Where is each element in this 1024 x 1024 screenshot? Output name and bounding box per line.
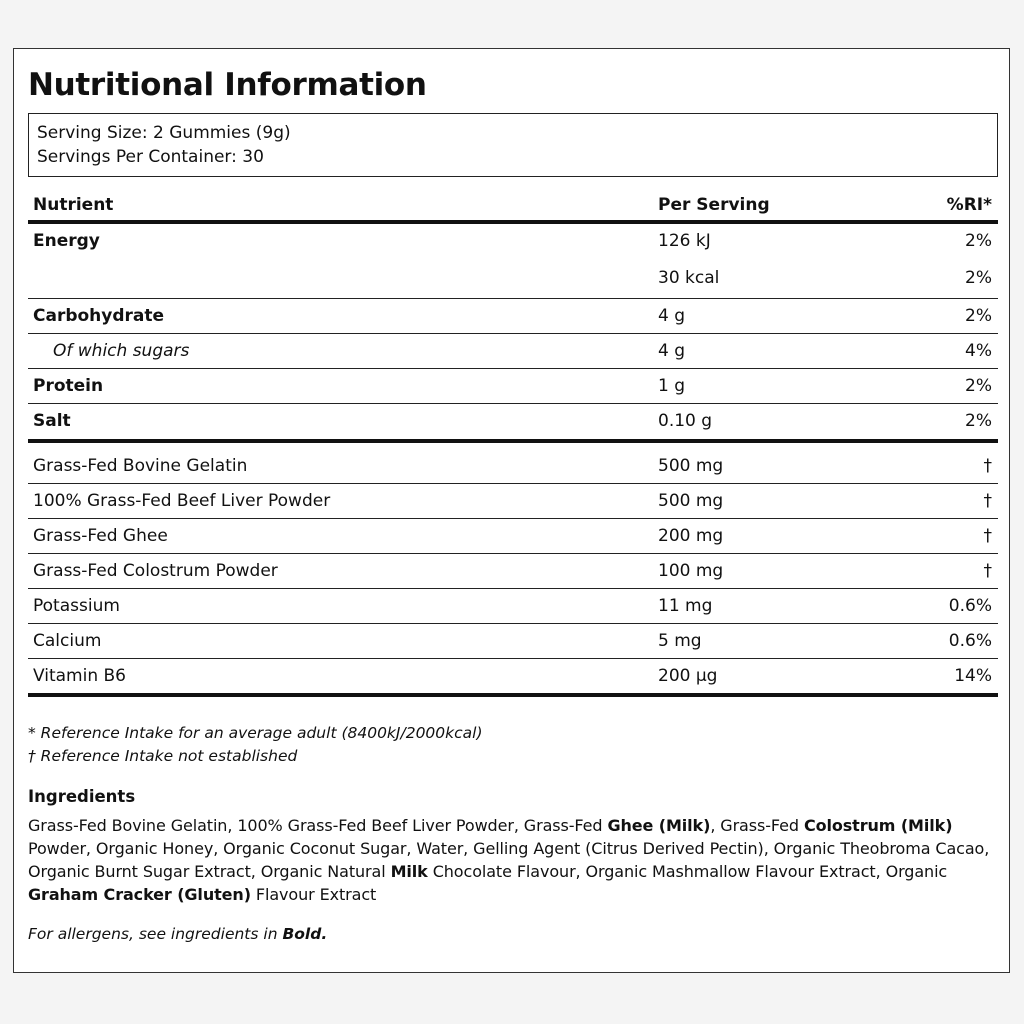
ingredient-name: 100% Grass-Fed Beef Liver Powder <box>33 491 331 511</box>
allergen-graham-cracker: Graham Cracker (Gluten) <box>28 885 251 904</box>
ri-footnote: * Reference Intake for an average adult (8400kJ/2000kcal) <box>28 724 483 742</box>
table-row <box>28 624 998 659</box>
energy-kj: 126 kJ <box>658 231 711 251</box>
table-row <box>28 334 998 369</box>
ingredient-name: Calcium <box>33 631 102 651</box>
nutrient-name: Carbohydrate <box>33 306 165 326</box>
ingredient-amount: 500 mg <box>658 456 724 476</box>
ingredients-part: Powder, Organic Honey, Organic Coconut Sugar, Water, Gelling Agent (Citrus Derived Pectin), Organic Theobroma Cacao, Organic Burnt Sugar Extract, Organic Natural <box>28 839 990 881</box>
ingredients-part: Grass-Fed Bovine Gelatin, 100% Grass-Fed Beef Liver Powder, Grass-Fed <box>28 816 608 835</box>
footnotes <box>28 722 1003 768</box>
ingredient-amount: 11 mg <box>658 596 713 616</box>
servings-per-container: Servings Per Container: 30 <box>37 147 264 167</box>
nutrient-ri: 2% <box>965 411 992 431</box>
ingredient-name: Potassium <box>33 596 120 616</box>
table-row <box>28 589 998 624</box>
ingredient-amount: 5 mg <box>658 631 702 651</box>
table-row <box>28 659 998 697</box>
ingredient-ri: 0.6% <box>948 631 992 651</box>
ingredient-amount: 500 mg <box>658 491 724 511</box>
table-row-energy <box>28 224 998 299</box>
header-ri: %RI* <box>946 195 992 215</box>
nutrient-amount: 4 g <box>658 306 686 326</box>
nutrient-name: Of which sugars <box>53 341 190 361</box>
ingredient-ri: † <box>983 561 992 581</box>
header-nutrient: Nutrient <box>33 195 114 215</box>
nutrient-name: Salt <box>33 411 71 431</box>
allergen-colostrum: Colostrum (Milk) <box>803 816 953 835</box>
table-row <box>28 443 998 484</box>
table-row <box>28 519 998 554</box>
ingredient-amount: 200 mg <box>658 526 724 546</box>
ingredient-ri: 0.6% <box>948 596 992 616</box>
allergen-milk: Milk <box>390 862 428 881</box>
ingredient-ri: 14% <box>954 666 992 686</box>
ingredient-name: Vitamin B6 <box>33 666 127 686</box>
ingredient-amount: 200 µg <box>658 666 718 686</box>
allergen-note <box>28 923 1003 946</box>
nutrition-table <box>28 191 998 697</box>
nutrient-name: Protein <box>33 376 104 396</box>
ingredients-part: Flavour Extract <box>250 885 377 904</box>
energy-kcal: 30 kcal <box>658 268 720 288</box>
table-row <box>28 369 998 404</box>
table-row <box>28 554 998 589</box>
ingredients-heading: Ingredients <box>28 787 136 806</box>
header-per-serving: Per Serving <box>658 195 770 215</box>
ingredient-name: Grass-Fed Bovine Gelatin <box>33 456 248 476</box>
table-header <box>28 191 998 224</box>
nutrient-ri: 2% <box>965 306 992 326</box>
nutrient-amount: 4 g <box>658 341 686 361</box>
energy-label: Energy <box>33 231 100 251</box>
serving-box <box>28 113 998 177</box>
ingredients-part: , Grass-Fed <box>710 816 804 835</box>
table-row <box>28 299 998 334</box>
allergen-ghee: Ghee (Milk) <box>607 816 711 835</box>
table-row <box>28 484 998 519</box>
nutrition-panel <box>13 48 1010 973</box>
page-title: Nutritional Information <box>28 67 427 103</box>
ingredient-ri: † <box>983 526 992 546</box>
nutrient-amount: 0.10 g <box>658 411 713 431</box>
energy-kj-ri: 2% <box>965 231 992 251</box>
ingredient-name: Grass-Fed Colostrum Powder <box>33 561 278 581</box>
serving-size: Serving Size: 2 Gummies (9g) <box>37 123 291 143</box>
ingredients-part: Chocolate Flavour, Organic Mashmallow Flavour Extract, Organic <box>427 862 948 881</box>
ingredient-ri: † <box>983 456 992 476</box>
allergen-note-bold: Bold. <box>282 925 328 943</box>
allergen-note-text: For allergens, see ingredients in <box>28 925 283 943</box>
nutrient-amount: 1 g <box>658 376 686 396</box>
table-row <box>28 404 998 443</box>
ingredients-text <box>28 814 1003 906</box>
ingredient-name: Grass-Fed Ghee <box>33 526 168 546</box>
ingredient-amount: 100 mg <box>658 561 724 581</box>
ingredient-ri: † <box>983 491 992 511</box>
nutrient-ri: 2% <box>965 376 992 396</box>
energy-kcal-ri: 2% <box>965 268 992 288</box>
dagger-footnote: † Reference Intake not established <box>28 747 298 765</box>
nutrient-ri: 4% <box>965 341 992 361</box>
